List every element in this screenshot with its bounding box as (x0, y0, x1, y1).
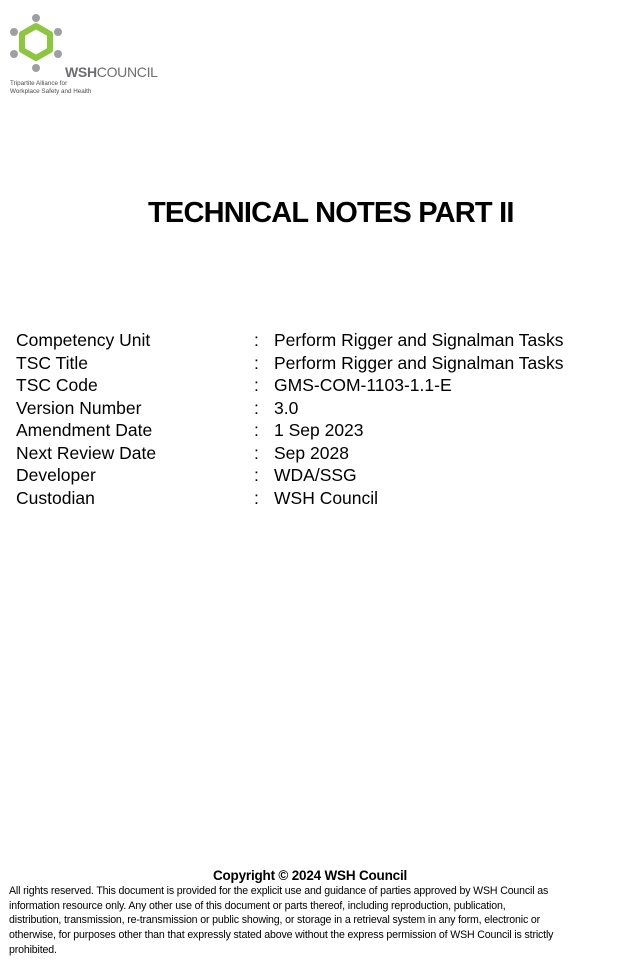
detail-separator: : (254, 330, 259, 350)
detail-value: Sep 2028 (274, 442, 349, 463)
disclaimer-text (9, 884, 611, 958)
detail-row (16, 329, 564, 352)
detail-separator: : (254, 375, 259, 395)
detail-label: Amendment Date (16, 420, 153, 440)
detail-value: GMS-COM-1103-1.1-E (274, 375, 452, 395)
detail-value: Perform Rigger and Signalman Tasks (274, 330, 564, 350)
detail-label: Competency Unit (16, 330, 151, 350)
detail-separator: : (254, 420, 259, 440)
detail-separator: : (254, 465, 259, 485)
copyright-notice: Copyright © 2024 WSH Council (212, 868, 408, 883)
detail-value: 1 Sep 2023 (274, 420, 364, 440)
disclaimer-line: information resource only. Any other use of this document or parts thereof, including reproduction, publication, (9, 899, 506, 912)
disclaimer-line: prohibited. (9, 943, 57, 956)
detail-label: Developer (16, 465, 96, 485)
detail-value: Perform Rigger and Signalman Tasks (274, 352, 564, 373)
logo-wordmark-light: COUNCIL (96, 64, 158, 80)
logo-wordmark-bold: WSH (65, 64, 97, 80)
details-table (16, 329, 564, 509)
tagline-line-2: Workplace Safety and Health (10, 87, 92, 95)
disclaimer-line: distribution, transmission, re-transmission or public showing, or storage in a retrieval system in any form, electronic or (9, 914, 541, 927)
logo-tagline (10, 80, 91, 95)
detail-row (16, 352, 564, 375)
detail-row (16, 397, 564, 420)
footer (9, 868, 611, 958)
detail-label: TSC Title (16, 352, 88, 373)
detail-row (16, 464, 564, 487)
detail-label: Version Number (16, 397, 142, 418)
detail-separator: : (254, 352, 259, 373)
detail-separator: : (254, 487, 259, 508)
page-title: TECHNICAL NOTES PART II (148, 197, 514, 229)
detail-value: WSH Council (274, 487, 379, 508)
detail-separator: : (254, 442, 259, 463)
logo-wordmark (65, 65, 158, 79)
disclaimer-line: All rights reserved. This document is provided for the explicit use and guidance of parties approved by WSH Council as (9, 885, 549, 897)
wsh-council-logo (8, 12, 168, 98)
disclaimer-line: otherwise, for purposes other than that expressly stated above without the express permission of WSH Council is strictly (9, 929, 554, 942)
detail-value: 3.0 (274, 397, 299, 418)
detail-row (16, 442, 564, 465)
detail-label: TSC Code (16, 375, 98, 395)
people-circle-icon (8, 12, 64, 74)
detail-label: Custodian (16, 487, 95, 508)
detail-row (16, 419, 564, 442)
tagline-line-1: Tripartite Alliance for (10, 80, 68, 87)
detail-row (16, 487, 564, 510)
detail-separator: : (254, 397, 259, 418)
detail-label: Next Review Date (16, 442, 157, 463)
detail-value: WDA/SSG (274, 465, 357, 485)
detail-row (16, 374, 564, 397)
